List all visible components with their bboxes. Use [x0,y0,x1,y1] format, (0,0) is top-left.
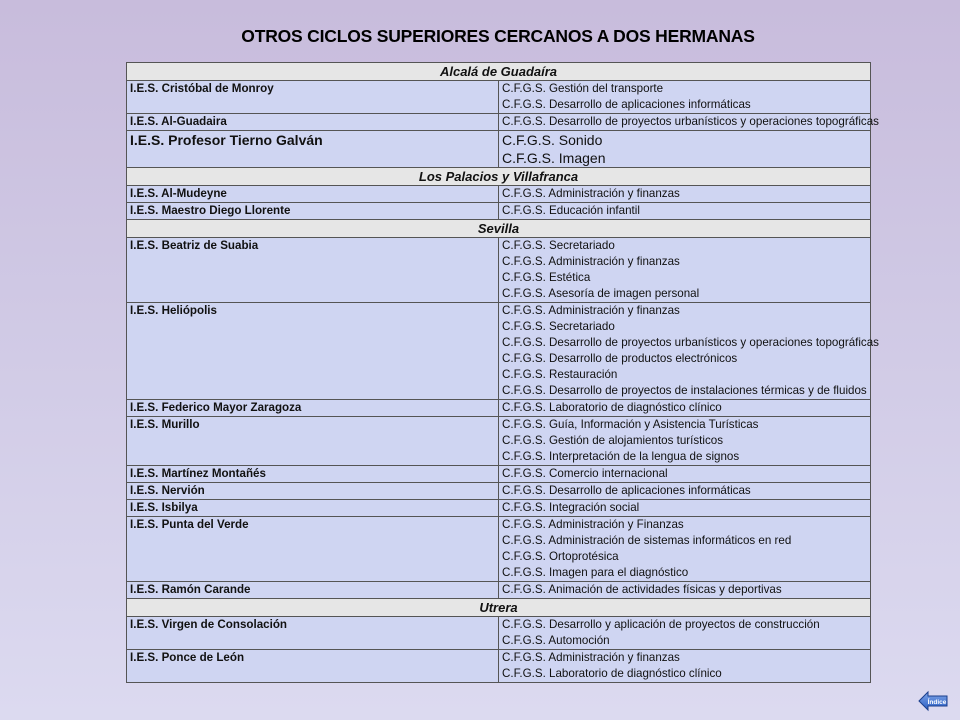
table-row [127,81,871,114]
cycle-item: C.F.G.S. Secretariado [502,239,615,252]
cycle-item: C.F.G.S. Desarrollo de aplicaciones informáticas [502,484,751,497]
school-name: I.E.S. Murillo [127,417,499,466]
school-name: I.E.S. Martínez Montañés [127,466,499,483]
school-name: I.E.S. Nervión [127,483,499,500]
cycles-cell [499,186,871,203]
cycle-item: C.F.G.S. Desarrollo de aplicaciones informáticas [502,98,751,111]
cycle-item: C.F.G.S. Imagen para el diagnóstico [502,566,689,579]
cycle-item: C.F.G.S. Ortoprotésica [502,550,619,563]
school-name: I.E.S. Profesor Tierno Galván [127,131,499,168]
cycles-cell [499,238,871,303]
cycle-item: C.F.G.S. Estética [502,271,591,284]
school-name: I.E.S. Al-Mudeyne [127,186,499,203]
cycle-item: C.F.G.S. Integración social [502,501,640,514]
school-name: I.E.S. Beatriz de Suabia [127,238,499,303]
table-row [127,303,871,400]
table-row [127,517,871,582]
cycles-table [126,62,879,683]
cycle-item: C.F.G.S. Administración de sistemas informáticos en red [502,534,792,547]
table-row [127,650,871,683]
back-button-label: Índice [927,699,947,706]
cycle-item: C.F.G.S. Administración y finanzas [502,651,680,664]
cycles-cell [499,81,871,114]
cycle-item: C.F.G.S. Asesoría de imagen personal [502,287,700,300]
cycle-item: C.F.G.S. Educación infantil [502,204,640,217]
cycle-item: C.F.G.S. Guía, Información y Asistencia Turísticas [502,418,759,431]
cycle-item: C.F.G.S. Gestión del transporte [502,82,664,95]
cycle-item: C.F.G.S. Administración y finanzas [502,255,680,268]
school-name: I.E.S. Ponce de León [127,650,499,683]
cycle-item: C.F.G.S. Desarrollo de proyectos de instalaciones térmicas y de fluidos [502,384,867,397]
school-name: I.E.S. Ramón Carande [127,582,499,599]
section-header-row [127,63,871,81]
cycles-cell [499,417,871,466]
back-arrow-icon [918,690,948,712]
cycle-item: C.F.G.S. Administración y Finanzas [502,518,684,531]
cycle-item: C.F.G.S. Desarrollo de proyectos urbanísticos y operaciones topográficas [502,115,879,128]
school-name: I.E.S. Heliópolis [127,303,499,400]
cycles-cell [499,582,871,599]
table-row [127,417,871,466]
cycles-cell [499,303,879,400]
table-row [127,617,871,650]
cycles-cell [499,131,871,168]
cycle-item: C.F.G.S. Gestión de alojamientos turísticos [502,434,724,447]
section-title: Sevilla [127,220,871,238]
back-button[interactable] [918,690,948,712]
table-row [127,186,871,203]
table-row [127,466,871,483]
table-row [127,400,871,417]
table-row [127,582,871,599]
cycle-item: C.F.G.S. Desarrollo de productos electrónicos [502,352,738,365]
section-header-row [127,599,871,617]
cycle-item: C.F.G.S. Laboratorio de diagnóstico clínico [502,667,722,680]
cycles-cell [499,483,871,500]
cycles-table-body [127,63,879,683]
cycles-cell [499,500,871,517]
cycles-cell [499,114,879,131]
school-name: I.E.S. Isbilya [127,500,499,517]
cycles-cell [499,650,871,683]
table-row [127,500,871,517]
table-row [127,203,871,220]
cycles-cell [499,466,871,483]
cycle-item: C.F.G.S. Administración y finanzas [502,304,680,317]
section-header-row [127,220,871,238]
school-name: I.E.S. Cristóbal de Monroy [127,81,499,114]
school-name: I.E.S. Maestro Diego Llorente [127,203,499,220]
section-title: Alcalá de Guadaíra [127,63,871,81]
table-row [127,238,871,303]
cycle-item: C.F.G.S. Automoción [502,634,610,647]
table-row [127,114,871,131]
school-name: I.E.S. Federico Mayor Zaragoza [127,400,499,417]
cycles-cell [499,203,871,220]
section-title: Utrera [127,599,871,617]
cycle-item: C.F.G.S. Sonido [502,132,603,148]
school-name: I.E.S. Virgen de Consolación [127,617,499,650]
table-row [127,131,871,168]
cycle-item: C.F.G.S. Administración y finanzas [502,187,680,200]
section-header-row [127,168,871,186]
cycle-item: C.F.G.S. Imagen [502,150,606,166]
cycle-item: C.F.G.S. Animación de actividades físicas y deportivas [502,583,782,596]
cycles-cell [499,517,871,582]
table-row [127,483,871,500]
section-title: Los Palacios y Villafranca [127,168,871,186]
cycles-cell [499,617,871,650]
page-title: OTROS CICLOS SUPERIORES CERCANOS A DOS HERMANAS [241,26,755,46]
cycles-cell [499,400,871,417]
school-name: I.E.S. Punta del Verde [127,517,499,582]
cycle-item: C.F.G.S. Laboratorio de diagnóstico clínico [502,401,722,414]
cycle-item: C.F.G.S. Secretariado [502,320,615,333]
cycle-item: C.F.G.S. Restauración [502,368,618,381]
cycle-item: C.F.G.S. Interpretación de la lengua de signos [502,450,740,463]
cycle-item: C.F.G.S. Desarrollo de proyectos urbanísticos y operaciones topográficas [502,336,879,349]
cycle-item: C.F.G.S. Comercio internacional [502,467,668,480]
cycle-item: C.F.G.S. Desarrollo y aplicación de proyectos de construcción [502,618,820,631]
school-name: I.E.S. Al-Guadaira [127,114,499,131]
